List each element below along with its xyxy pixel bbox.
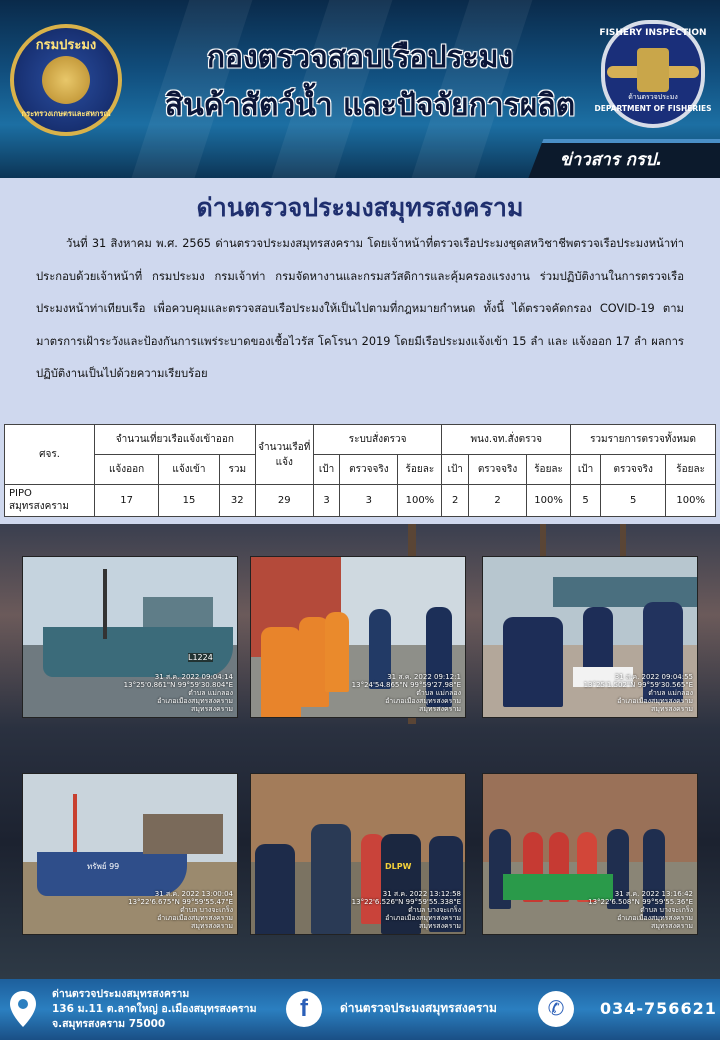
photo-timestamp: 31 ส.ค. 2022 13:16:42 13°22'6.508"N 99°59'55.36"E ตำบล บางจะเกร็ง อำเภอเมืองสมุทรสงคราม สมุทรสงคราม [588, 890, 693, 930]
photo-timestamp: 31 ส.ค. 2022 09:04:55 13°25'1.502"N 99°59'30.565"E ตำบล แม่กลอง อำเภอเมืองสมุทรสงคราม สมุทรสงคราม [583, 673, 693, 713]
address-line1: ด่านตรวจประมงสมุทรสงคราม [52, 988, 190, 1000]
table-header-officer: พนง.จท.สั่งตรวจ [442, 425, 571, 455]
table-header-actual: ตรวจจริง [340, 455, 398, 485]
photo-document-check [482, 556, 698, 718]
wing-icon [667, 66, 699, 78]
photo-timestamp: 31 ส.ค. 2022 09:04:14 13°25'0.861"N 99°59'30.804"E ตำบล แม่กลอง อำเภอเมืองสมุทรสงคราม สมุทรสงคราม [123, 673, 233, 713]
table-cell-all-actual: 5 [601, 485, 666, 517]
facebook-page-link[interactable]: ด่านตรวจประมงสมุทรสงคราม [340, 1001, 497, 1015]
department-of-fisheries-logo [10, 24, 122, 136]
logo-left-top-text: กรมประมง [35, 38, 97, 53]
table-cell-in: 15 [159, 485, 220, 517]
location-pin-icon [8, 990, 38, 1028]
news-paragraph-text: วันที่ 31 สิงหาคม พ.ศ. 2565 ด่านตรวจประมงสมุทรสงคราม โดยเจ้าหน้าที่ตรวจเรือประมงชุดสหวิชาชีพตรวจเรือประมงหน้าท่า ประกอบด้วยเจ้าหน้าที่ กรมประมง กรมเจ้าท่า กรมจัดหางานและกรมสวัสดิการและคุ้มครองแรงงาน ร่วมปฏิบัติงานในการตรวจเรือประมงหน้าท่าเทียบเรือ เพื่อควบคุมและตรวจสอบเรือประมงให้เป็นไปตามที่กฎหมายกำหนด ทั้งนี้ ได้ตรวจคัดกรอง COVID-19 ตามมาตรการเฝ้าระวังและป้องกันการแพร่ระบาดของเชื้อไวรัส โคโรนา 2019 โดยมีเรือประมงแจ้งเข้า 15 ลำ และ แจ้งออก 17 ลำ ผลการปฏิบัติงานเป็นไปด้วยความเรียบร้อย [36, 237, 684, 381]
inspection-summary-table [4, 424, 716, 517]
table-header-total: รวม [219, 455, 255, 485]
news-label: ข่าวสาร กรป. [560, 150, 663, 170]
person-figure [325, 612, 349, 692]
table-header-trips: จำนวนเที่ยวเรือแจ้งเข้าออก [95, 425, 256, 455]
boat-hull [43, 627, 233, 677]
table-header-actual: ตรวจจริง [601, 455, 666, 485]
logo-right-thai-text: ด้านตรวจประมง [628, 93, 678, 101]
table-cell-center: PIPO สมุทรสงคราม [5, 485, 95, 517]
emblem-icon [637, 48, 669, 92]
facebook-icon[interactable]: f [286, 991, 322, 1027]
photo-crew-lineup [250, 556, 466, 718]
fishery-inspection-logo [593, 20, 713, 132]
boat-label: ทรัพย์ 99 [87, 862, 120, 871]
phone-icon[interactable]: ✆ [538, 991, 574, 1027]
table-row [5, 485, 716, 517]
person-figure [255, 844, 295, 935]
table-header-out: แจ้งออก [95, 455, 159, 485]
table-header-center: ศจร. [5, 425, 95, 485]
table-cell-all-target: 5 [571, 485, 601, 517]
table-header-in: แจ้งเข้า [159, 455, 220, 485]
table-header-percent: ร้อยละ [527, 455, 571, 485]
table-cell-sys-target: 3 [313, 485, 340, 517]
table-cell-off-actual: 2 [469, 485, 527, 517]
logo-right-top-text: FISHERY INSPECTION [599, 28, 707, 38]
person-figure [261, 627, 301, 718]
table-header-actual: ตรวจจริง [469, 455, 527, 485]
table-cell-out: 17 [95, 485, 159, 517]
table-header-all: รวมรายการตรวจทั้งหมด [571, 425, 716, 455]
photo-timestamp: 31 ส.ค. 2022 13:12:58 13°22'6.526"N 99°59'55.338"E ตำบล บางจะเกร็ง อำเภอเมืองสมุทรสงคราม สมุทรสงคราม [351, 890, 461, 930]
person-figure [503, 617, 563, 707]
vest-label: DLPW [385, 862, 412, 871]
table-header-boats: จำนวนเรือที่แจ้ง [255, 425, 313, 485]
table-cell-sys-percent: 100% [398, 485, 442, 517]
table-cell-off-percent: 100% [527, 485, 571, 517]
table-header-target: เป้า [571, 455, 601, 485]
phone-number[interactable]: 034-756621 [600, 999, 717, 1018]
table-cell-all-percent: 100% [666, 485, 716, 517]
photo-timestamp: 31 ส.ค. 2022 09:12:1 13°24'54.865"N 99°59'27.98"E ตำบล แม่กลอง อำเภอเมืองสมุทรสงคราม สมุทรสงคราม [351, 673, 461, 713]
photo-officers-meeting [250, 773, 466, 935]
table-header-target: เป้า [313, 455, 340, 485]
address-line2: 136 ม.11 ต.ลาดใหญ่ อ.เมืองสมุทรสงคราม [52, 1003, 257, 1015]
photo-fishing-boat-2 [22, 773, 238, 935]
logo-right-bottom-text: DEPARTMENT OF FISHERIES [594, 104, 712, 113]
logo-left-bottom-text: กระทรวงเกษตรและสหกรณ์ [21, 109, 111, 118]
table-cell-total: 32 [219, 485, 255, 517]
table-header-percent: ร้อยละ [666, 455, 716, 485]
photo-timestamp: 31 ส.ค. 2022 13:00:04 13°22'6.675"N 99°59'55.47"E ตำบล บางจะเกร็ง อำเภอเมืองสมุทรสงคราม สมุทรสงคราม [128, 890, 233, 930]
table-cell-off-target: 2 [442, 485, 469, 517]
table-cell-boats: 29 [255, 485, 313, 517]
table-header-percent: ร้อยละ [398, 455, 442, 485]
table-header-system: ระบบสั่งตรวจ [313, 425, 442, 455]
table-header-target: เป้า [442, 455, 469, 485]
boat-label: L1224 [188, 653, 213, 662]
wing-icon [607, 66, 639, 78]
header-title-line1: กองตรวจสอบเรือประมง [206, 40, 514, 75]
photo-fishing-boat-1 [22, 556, 238, 718]
header-title-line2: สินค้าสัตว์น้ำ และปัจจัยการผลิต [164, 88, 576, 123]
photo-group-briefing [482, 773, 698, 935]
table-cell-sys-actual: 3 [340, 485, 398, 517]
person-figure [311, 824, 351, 934]
address-line3: จ.สมุทรสงคราม 75000 [52, 1018, 166, 1030]
emblem-icon [42, 56, 90, 104]
news-paragraph [36, 228, 684, 391]
footer-address [52, 987, 257, 1032]
page-title: ด่านตรวจประมงสมุทรสงคราม [196, 193, 524, 222]
